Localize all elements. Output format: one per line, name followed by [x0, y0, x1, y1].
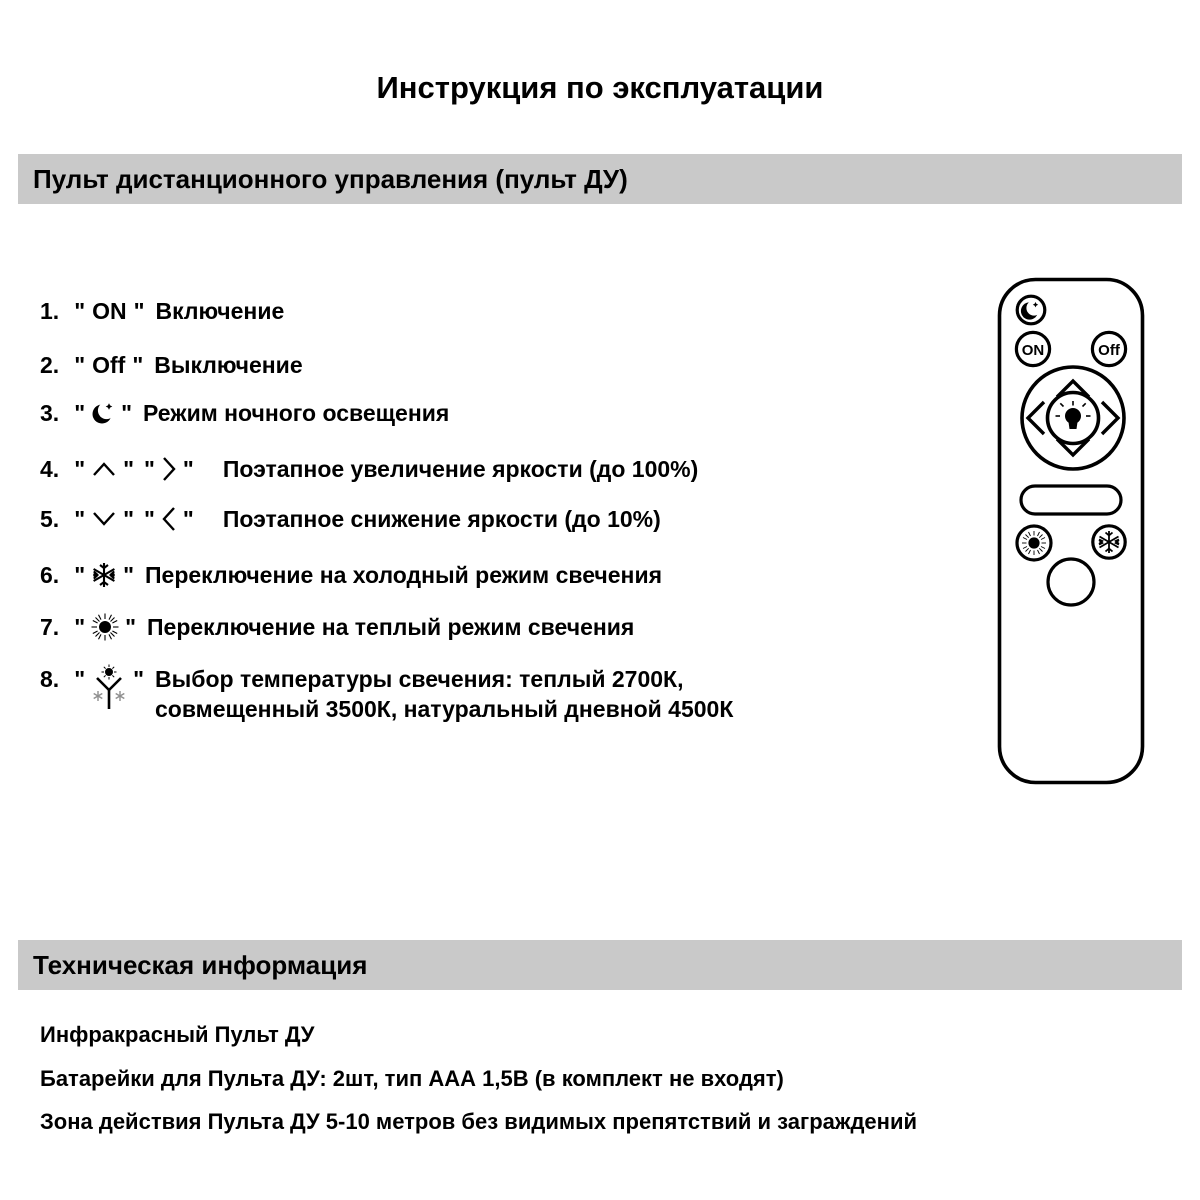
- tech-info-line: Зона действия Пульта ДУ 5-10 метров без видимых препятствий и заграждений: [40, 1109, 918, 1134]
- item-number: 6.: [40, 562, 60, 588]
- quote-mark: ": [74, 614, 86, 640]
- item-number: 8.: [40, 666, 60, 692]
- list-item-night-mode: [40, 398, 449, 428]
- moon-star-icon: [90, 400, 116, 426]
- list-item-brightness-up: [40, 454, 698, 484]
- quote-mark: ": [123, 562, 134, 588]
- list-item-warm-mode: [40, 612, 634, 642]
- quote-mark: ": [182, 506, 194, 532]
- sun-icon: [90, 612, 120, 642]
- item-text-line2: совмещенный 3500К, натуральный дневной 4500К: [155, 696, 734, 722]
- item-text: Включение: [155, 298, 285, 324]
- tech-info-line: Батарейки для Пульта ДУ: 2шт, тип ААА 1,5В (в комплект не входят): [40, 1066, 784, 1091]
- quote-mark: ": [133, 666, 144, 692]
- remote-off-label: Off: [1098, 342, 1120, 359]
- list-item-cold-mode: [40, 560, 662, 590]
- quote-mark: ": [74, 298, 86, 324]
- quote-mark: ": [182, 456, 194, 482]
- item-text: Поэтапное снижение яркости (до 10%): [222, 506, 661, 532]
- remote-control-illustration: [997, 277, 1145, 785]
- item-text: Режим ночного освещения: [143, 400, 450, 426]
- list-item-off: [40, 350, 303, 380]
- quote-mark: ": [74, 456, 86, 482]
- off-label: Off: [92, 352, 126, 378]
- quote-mark: ": [74, 400, 86, 426]
- quote-mark: ": [125, 614, 136, 640]
- quote-mark: ": [133, 298, 145, 324]
- quote-mark: ": [74, 506, 86, 532]
- item-text-line1: Выбор температуры свечения: теплый 2700К,: [155, 666, 684, 692]
- quote-mark: ": [121, 400, 132, 426]
- section-heading-tech-label: Техническая информация: [33, 949, 368, 980]
- section-heading-remote: [18, 154, 1182, 204]
- item-number: 7.: [40, 614, 60, 640]
- quote-mark: ": [74, 352, 86, 378]
- quote-mark: ": [74, 562, 86, 588]
- item-number: 3.: [40, 400, 60, 426]
- color-temperature-icon: [90, 664, 128, 712]
- quote-mark: ": [132, 352, 144, 378]
- tech-info-line: Инфракрасный Пульт ДУ: [40, 1022, 315, 1047]
- quote-mark: ": [74, 666, 86, 692]
- on-label: ON: [92, 298, 127, 324]
- quote-mark: ": [123, 506, 134, 532]
- quote-mark: ": [123, 456, 134, 482]
- chevron-left-icon: [160, 504, 178, 534]
- snowflake-icon: [90, 561, 118, 589]
- quote-mark: ": [144, 506, 155, 532]
- item-text: Выключение: [154, 352, 303, 378]
- chevron-down-icon: [90, 509, 118, 529]
- section-heading-remote-label: Пульт дистанционного управления (пульт ДУ): [33, 163, 628, 194]
- item-text: Поэтапное увеличение яркости (до 100%): [222, 456, 699, 482]
- list-item-on: [40, 296, 284, 326]
- list-item-color-temperature: [40, 664, 733, 724]
- section-heading-tech: [18, 940, 1182, 990]
- item-text: Переключение на холодный режим свечения: [145, 562, 663, 588]
- list-item-brightness-down: [40, 504, 661, 534]
- item-number: 2.: [40, 352, 60, 378]
- page-title: Инструкция по эксплуатации: [376, 70, 824, 105]
- item-number: 5.: [40, 506, 60, 532]
- remote-warm-button: [1017, 526, 1051, 560]
- item-number: 1.: [40, 298, 60, 324]
- chevron-right-icon: [160, 454, 178, 484]
- item-text: Переключение на теплый режим свечения: [147, 614, 635, 640]
- quote-mark: ": [144, 456, 155, 482]
- remote-on-label: ON: [1021, 342, 1045, 359]
- item-number: 4.: [40, 456, 60, 482]
- chevron-up-icon: [90, 459, 118, 479]
